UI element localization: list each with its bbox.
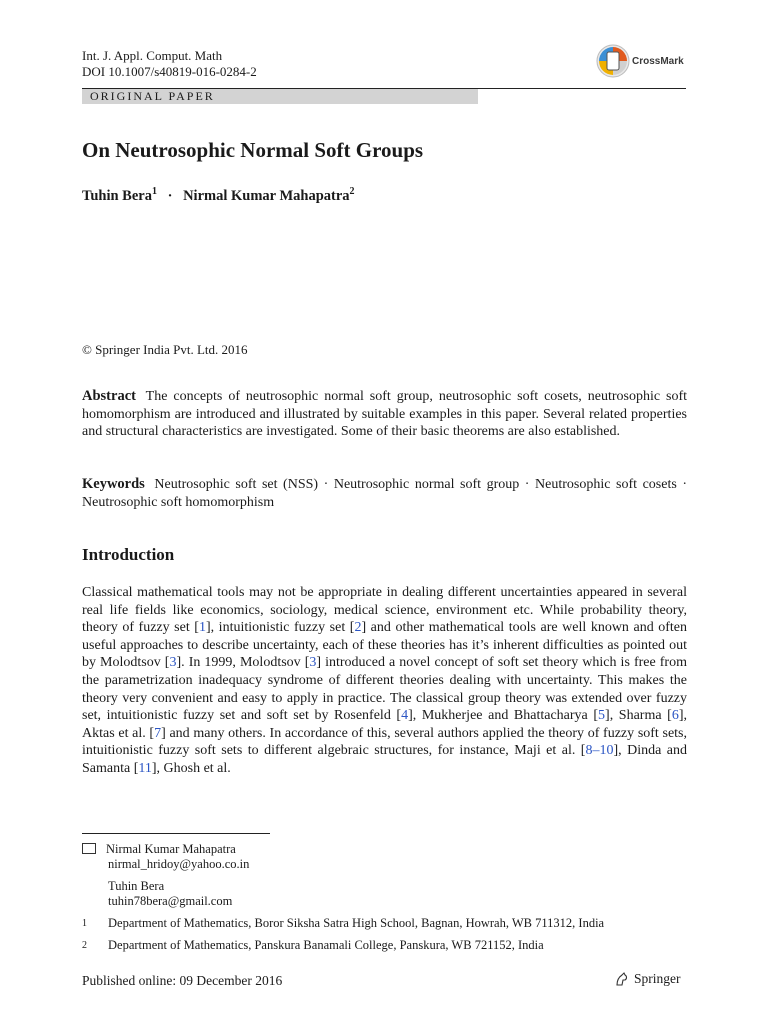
citation-link[interactable]: 7: [154, 725, 162, 741]
citation-link[interactable]: 2: [354, 620, 362, 636]
crossmark-badge[interactable]: [596, 44, 692, 78]
publisher-logo[interactable]: [614, 971, 681, 987]
abstract: [82, 388, 687, 441]
intro-text: ]. In 1999, Molodtsov [: [176, 655, 310, 671]
envelope-icon: [82, 843, 96, 854]
intro-text: ], Ghosh et al.: [151, 760, 231, 776]
section-heading-introduction: Introduction: [82, 545, 175, 564]
citation-link[interactable]: 3: [309, 655, 317, 671]
section-label: ORIGINAL PAPER: [90, 89, 215, 103]
citation-link[interactable]: 1: [198, 620, 206, 636]
journal-info: [82, 48, 257, 80]
contact-email[interactable]: tuhin78bera@gmail.com: [108, 894, 233, 908]
keywords-label: Keywords: [82, 476, 145, 492]
introduction-body: [82, 584, 687, 778]
affiliation-number: 1: [82, 918, 87, 929]
publisher-name: Springer: [634, 971, 681, 986]
affiliation: [82, 938, 686, 953]
citation-link[interactable]: 3: [169, 655, 177, 671]
author-list: [82, 186, 355, 205]
footnote-rule: [82, 833, 270, 834]
intro-text: ] and other mathematical tools are well known and often useful approaches to describe uncertainty, each of these theories has it’s inherent difficulties as pointed out by Molodtsov [: [82, 620, 688, 671]
affiliation-text: Department of Mathematics, Panskura Banamali College, Panskura, WB 721152, India: [108, 938, 544, 952]
contact-email[interactable]: nirmal_hridoy@yahoo.co.in: [108, 857, 250, 871]
springer-horse-icon: [614, 971, 630, 987]
intro-text: ], Sharma [: [605, 708, 672, 724]
affiliation-number: 2: [82, 940, 87, 951]
abstract-label: Abstract: [82, 388, 136, 404]
intro-text: ], Dinda and Samanta [: [82, 743, 687, 776]
citation-link[interactable]: 11: [138, 760, 152, 776]
intro-text: Classical mathematical tools may not be appropriate in dealing different uncertainties appeared in several real life fields like economics, sociology, medical science, environment etc. While probability theory, theory of fuzzy set [: [82, 585, 687, 636]
intro-text: ], intuitionistic fuzzy set [: [205, 620, 355, 636]
crossmark-icon: [596, 44, 630, 78]
crossmark-label: CrossMark: [632, 55, 684, 67]
footnotes: [82, 842, 686, 953]
abstract-text: The concepts of neutrosophic normal soft group, neutrosophic soft cosets, neutrosophic soft homomorphism are introduced and illustrated by suitable examples in this paper. Several related properties and structural characteristics are investigated. Some of their basic theorems are also established.: [82, 389, 688, 439]
contact-name: Tuhin Bera: [108, 879, 165, 893]
citation-link[interactable]: 8–10: [585, 743, 614, 759]
published-date: Published online: 09 December 2016: [82, 973, 283, 988]
contact-name: Nirmal Kumar Mahapatra: [106, 842, 236, 856]
intro-text: ], Aktas et al. [: [82, 708, 687, 741]
intro-text: ] introduced a novel concept of soft set theory which is free from the parametrization inadequacy syndrome of different theories dealing with uncertainty. This makes the theory very convenient and easy to apply in practice. The classical group theory was extended over fuzzy set, intuitionistic fuzzy set and soft set by Rosenfeld [: [82, 655, 687, 724]
journal-name: Int. J. Appl. Comput. Math: [82, 48, 223, 63]
author-affil-mark: 2: [349, 186, 355, 197]
citation-link[interactable]: 5: [598, 708, 606, 724]
doi[interactable]: DOI 10.1007/s40819-016-0284-2: [82, 64, 257, 79]
keywords-text: Neutrosophic soft set (NSS) · Neutrosophic normal soft group · Neutrosophic soft cosets · Neutrosophic soft homomorphism: [82, 477, 688, 510]
author-name[interactable]: Nirmal Kumar Mahapatra: [183, 187, 350, 204]
intro-text: ], Mukherjee and Bhattacharya [: [408, 708, 599, 724]
intro-text: ] and many others. In accordance of this, several authors applied the theory of fuzzy soft sets, intuitionistic fuzzy soft sets to different algebraic structures, for instance, Maji et al. [: [82, 725, 688, 759]
keywords: [82, 476, 687, 511]
affiliation: [82, 916, 686, 931]
author-affil-mark: 1: [151, 186, 157, 197]
citation-link[interactable]: 6: [671, 708, 679, 724]
author-name[interactable]: Tuhin Bera: [82, 187, 152, 204]
author-separator: ·: [167, 187, 173, 204]
copyright: © Springer India Pvt. Ltd. 2016: [82, 342, 248, 357]
affiliation-text: Department of Mathematics, Boror Siksha Satra High School, Bagnan, Howrah, WB 711312, India: [108, 916, 605, 930]
citation-link[interactable]: 4: [401, 708, 409, 724]
paper-title: On Neutrosophic Normal Soft Groups: [82, 138, 424, 162]
